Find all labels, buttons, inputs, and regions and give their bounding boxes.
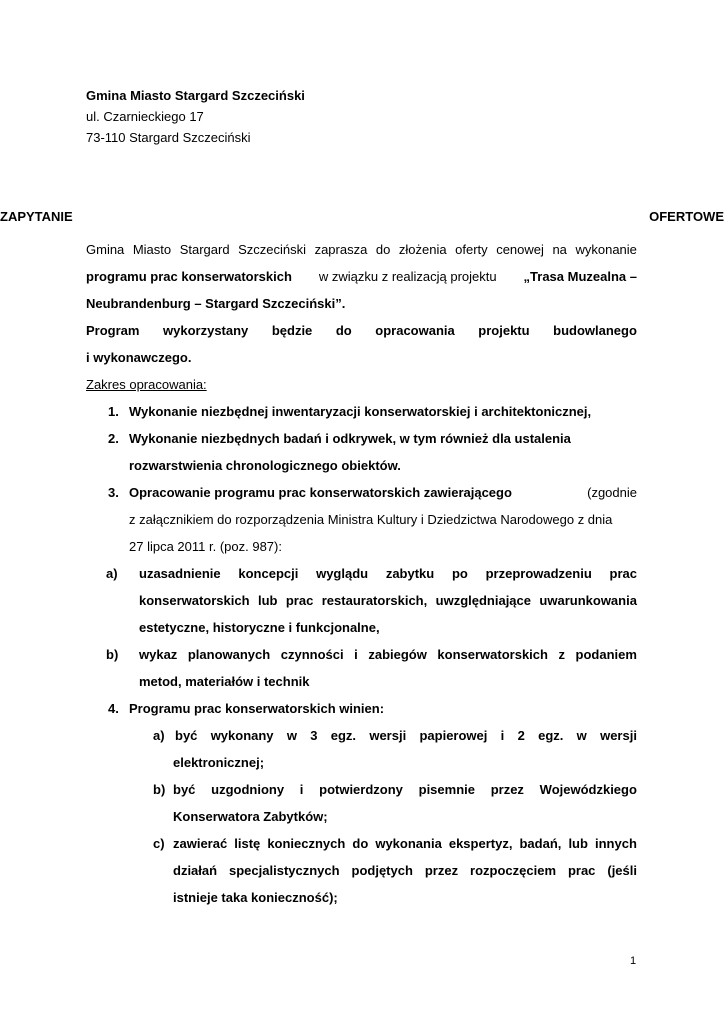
word: pisemnie xyxy=(418,782,475,797)
word: prac xyxy=(567,863,596,878)
word: restauratorskich, xyxy=(321,593,428,608)
word: po xyxy=(451,566,468,581)
word: (jeśli xyxy=(607,863,637,878)
word: i xyxy=(354,647,358,662)
word: egz. xyxy=(330,728,357,743)
word: rozpoczęciem xyxy=(470,863,557,878)
subitem-b-label: b) xyxy=(106,647,119,662)
word: przez xyxy=(490,782,524,797)
item-4-text: Programu prac konserwatorskich winien: xyxy=(129,701,385,716)
item-number-4: 4. xyxy=(108,701,119,716)
subitem-a-line-1 xyxy=(139,566,637,582)
word: koncepcji xyxy=(238,566,299,581)
item-number-1: 1. xyxy=(108,404,119,419)
word: konserwatorskich xyxy=(139,593,250,608)
word: zabytku xyxy=(385,566,435,581)
word: uzasadnienie xyxy=(139,566,221,581)
word: działań xyxy=(173,863,218,878)
word: Wojewódzkiego xyxy=(539,782,637,797)
item-4c-line-2 xyxy=(173,863,637,879)
word: koniecznych xyxy=(267,836,346,851)
word: do xyxy=(352,836,369,851)
word: papierowej xyxy=(419,728,488,743)
word: 2 xyxy=(517,728,525,743)
item-1-text: Wykonanie niezbędnej inwentaryzacji konserwatorskiej i architektonicznej, xyxy=(129,404,592,419)
word: zabiegów xyxy=(368,647,427,662)
word: OFERTOWE xyxy=(649,209,724,224)
word: wersji xyxy=(369,728,407,743)
word: konserwatorskich xyxy=(437,647,548,662)
intro-line-5: i wykonawczego. xyxy=(86,350,192,365)
word: planowanych xyxy=(187,647,271,662)
word: być xyxy=(173,782,196,797)
word: przez xyxy=(424,863,459,878)
word: podaniem xyxy=(575,647,637,662)
word: lub xyxy=(257,593,278,608)
word: egz. xyxy=(538,728,564,743)
item-number-2: 2. xyxy=(108,431,119,446)
word: potwierdzony xyxy=(319,782,403,797)
word: i xyxy=(299,782,304,797)
word: wykonania xyxy=(375,836,442,851)
word: lub xyxy=(568,836,588,851)
page-number: 1 xyxy=(630,955,637,967)
item-2-line-1: Wykonanie niezbędnych badań i odkrywek, w tym również dla ustalenia xyxy=(129,431,571,446)
sender-name: Gmina Miasto Stargard Szczeciński xyxy=(86,88,305,103)
subitem-a-line-2 xyxy=(139,593,637,609)
item-4c-label: c) xyxy=(153,836,165,851)
word: i xyxy=(500,728,505,743)
word: z xyxy=(558,647,565,662)
word: listę xyxy=(234,836,261,851)
subitem-b-line-2: metod, materiałów i technik xyxy=(139,674,310,689)
item-4c-line-1 xyxy=(173,836,637,852)
word: w xyxy=(286,728,297,743)
word: uwarunkowania xyxy=(539,593,637,608)
intro-line-4: Program wykorzystany będzie do opracowania projektu budowlanego xyxy=(86,323,637,338)
item-3-line-3: 27 lipca 2011 r. (poz. 987): xyxy=(129,539,282,554)
word: przeprowadzeniu xyxy=(485,566,592,581)
word: podjętych xyxy=(351,863,413,878)
word: uzgodniony xyxy=(211,782,285,797)
item-4b-label: b) xyxy=(153,782,166,797)
item-4b-line-1 xyxy=(173,782,637,798)
word: wykonany xyxy=(210,728,274,743)
intro-line-3: Neubrandenburg – Stargard Szczeciński”. xyxy=(86,296,346,311)
item-3-line-2: z załącznikiem do rozporządzenia Ministra Kultury i Dziedzictwa Narodowego z dnia xyxy=(129,512,613,527)
item-4c-line-3: istnieje taka konieczność); xyxy=(173,890,338,905)
item-4a-line-1 xyxy=(175,728,637,744)
word: innych xyxy=(594,836,637,851)
word: wykaz xyxy=(139,647,178,662)
item-4a-label: a) xyxy=(153,728,165,743)
word: w xyxy=(576,728,587,743)
item-4a-line-2: elektronicznej; xyxy=(173,755,265,770)
intro-line-1: Gmina Miasto Stargard Szczeciński zaprasza do złożenia oferty cenowej na wykonanie xyxy=(86,242,637,257)
item-number-3: 3. xyxy=(108,485,119,500)
word: prac xyxy=(609,566,637,581)
word: wersji xyxy=(600,728,637,743)
word: ekspertyz, xyxy=(448,836,513,851)
word: specjalistycznych xyxy=(229,863,340,878)
word: zawierać xyxy=(173,836,228,851)
intro-line-2: programu prac konserwatorskich w związku z realizacją projektu „Trasa Muzealna – xyxy=(86,269,637,284)
subitem-b-line-1 xyxy=(139,647,637,663)
subitem-a-line-3: estetyczne, historyczne i funkcjonalne, xyxy=(139,620,380,635)
word: uwzględniające xyxy=(435,593,532,608)
word: być xyxy=(175,728,198,743)
word: 3 xyxy=(310,728,318,743)
subitem-a-label: a) xyxy=(106,566,118,581)
word: wyglądu xyxy=(316,566,369,581)
scope-heading: Zakres opracowania: xyxy=(86,377,207,392)
word: ZAPYTANIE xyxy=(0,209,73,224)
sender-city: 73-110 Stargard Szczeciński xyxy=(86,130,251,145)
document-title xyxy=(0,209,724,225)
item-2-line-2: rozwarstwienia chronologicznego obiektów. xyxy=(129,458,401,473)
item-4b-line-2: Konserwatora Zabytków; xyxy=(173,809,328,824)
item-3-line-1: Opracowanie programu prac konserwatorskich zawierającego (zgodnie xyxy=(129,485,637,500)
word: czynności xyxy=(280,647,344,662)
word: prac xyxy=(285,593,314,608)
word: badań, xyxy=(519,836,562,851)
sender-street: ul. Czarnieckiego 17 xyxy=(86,109,204,124)
